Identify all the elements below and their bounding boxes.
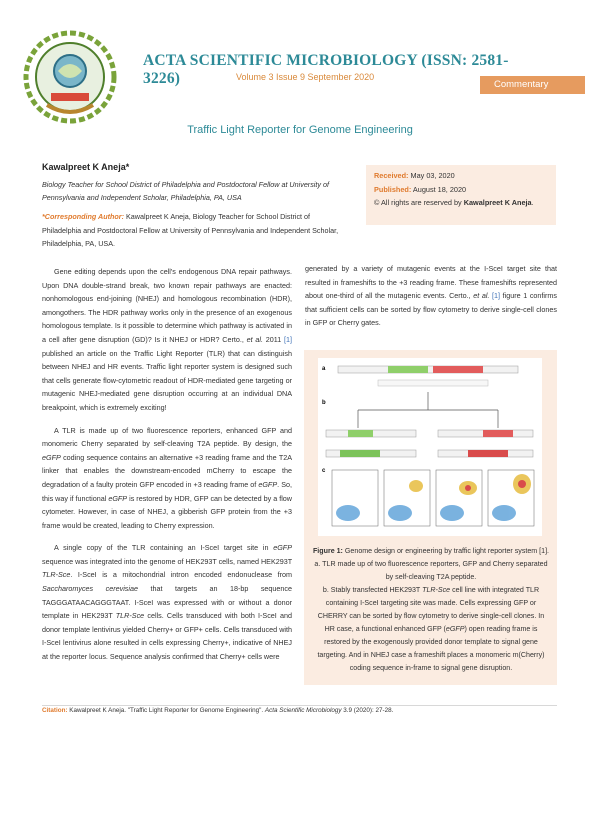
journal-logo xyxy=(21,27,119,127)
issue-line: Volume 3 Issue 9 September 2020 xyxy=(236,72,375,82)
panel-label-b: b xyxy=(322,400,326,406)
caption-b: b. Stably transfected HEK293T TLR-Sce cell line with integrated TLR containing I-SceI targeting site was made. Cells expressing GFP or CHERRY can be sorted by flow cytometry to derive single-cell clones. In HR case, a functional enhanced GFP (eGFP) open reading frame is restored by the exogenously provided donor template to signal gene targeting. And in NHEJ case a frameshift places a monomeric m(Cherry) coding sequence in-frame to signal gene disruption. xyxy=(317,586,545,672)
figure-caption xyxy=(312,545,550,675)
reference-link-2[interactable]: [1] xyxy=(492,291,501,301)
corresponding-text: Kawalpreet K Aneja, Biology Teacher for School District of Philadelphia and Postdoctoral Fellow at University of Pennsylvania and Independent Scholar, Philadelphia, PA, USA. xyxy=(42,212,339,248)
paragraph-3: A single copy of the TLR containing an I-SceI target site in eGFP sequence was integrated into the genome of HEK293T cells, named HEK293T TLR-Sce. I-SceI is a mitochondrial intron encoded endonuclease from Saccharomyces cerevisiae that targets an 18-bp sequence TAGGGATAACAGGGTAAT. I-SceI was expressed with or without a donor template in HEK293T TLR-Sce cells. Cells transduced with both I-SceI and donor template lentivirus yielded Cherry+ or GFP+ cells. Cells transduced with I-SceI lentivirus alone resulted in cells expressing Cherry+, indicative of NHEJ at the reporter locus. Sequence analysis confirmed that Cherry+ cells were xyxy=(42,543,292,662)
dates-box xyxy=(366,165,556,225)
citation: Citation: Kawalpreet K Aneja. "Traffic Light Reporter for Genome Engineering". Acta Scientific Microbiology 3.9 (2020): 27-28. xyxy=(42,707,394,714)
body-right-column xyxy=(305,262,557,339)
body-left-column xyxy=(42,265,292,673)
figure-1-image xyxy=(318,358,542,536)
paragraph-1: Gene editing depends upon the cell's endogenous DNA repair pathways. Upon DNA double-strand break, two known repair pathways are enacted: nonhomologous end-joining (NHEJ) and homologous recombination (HDR), amongothers. The HDR pathway works only in the presence of an exogenous homologous template. Is it possible to determine which pathway is activated in a cell after gene disruption (GD)? Is it NHEJ or HDR? Certo., et al. 2011 [1] published an article on the Traffic Light Reporter (TLR) that can distinguish between NHEJ and HR events. Traffic light reporter system is designed such that cells generate flow-cytometric readout of HDR-mediated gene targeting or mutagenic NHEJ-mediated gene disruption occurring at an individual DNA breakpoint, which is extremely exciting! xyxy=(42,267,292,412)
article-title: Traffic Light Reporter for Genome Engineering xyxy=(187,124,413,136)
author-name: Kawalpreet K Aneja* xyxy=(42,162,130,172)
caption-a: a. TLR made up of two fluorescence reporters, GFP and Cherry separated by self-cleaving T2A peptide. xyxy=(314,560,548,581)
paragraph-2: A TLR is made up of two fluorescence reporters, enhanced GFP and monomeric Cherry separated by self-cleaving T2A peptide. By design, the eGFP coding sequence contains an alternative +3 reading frame and the T2A linker that enables the downstream-encoded mCherry to escape the degradation of a faulty protein GFP encoded in +3 reading frame of eGFP. So, this way if functional eGFP is restored by HDR, GFP can be detected by a flow cytometer. However, in case of NHEJ, a gibberish GFP protein from the +3 frame would be created, leading to Cherry expression. xyxy=(42,425,292,530)
corresponding-author xyxy=(42,210,342,251)
journal-title: ACTA SCIENTIFIC MICROBIOLOGY (ISSN: 2581-3226) xyxy=(143,52,509,87)
corresponding-label: *Corresponding Author: xyxy=(42,212,124,221)
panel-label-a: a xyxy=(322,366,326,372)
reference-link-1[interactable]: [1] xyxy=(283,334,292,344)
document-type-badge: Commentary xyxy=(480,76,585,94)
author-affiliation: Biology Teacher for School District of Philadelphia and Postdoctoral Fellow at University of Pennsylvania and Independent Scholar, Philadelphia, PA, USA xyxy=(42,180,329,202)
panel-label-c: c xyxy=(322,468,326,474)
citation-divider xyxy=(42,705,557,706)
received-date: Received: May 03, 2020 xyxy=(374,171,455,180)
copyright-line: © All rights are reserved by Kawalpreet K Aneja. xyxy=(374,198,534,207)
published-date: Published: August 18, 2020 xyxy=(374,184,467,194)
caption-title: Figure 1: Genome design or engineering by traffic light reporter system [1]. xyxy=(312,547,550,555)
paragraph-4: generated by a variety of mutagenic events at the I-SceI target site that resulted in frameshifts to the +3 reading frame. These frameshifts represented about one-third of all the mutagenic events. Certo., et al. [1] figure 1 confirms that sufficient cells can be sorted by flow cytometry to derive single-cell clones in GFP or Cherry gates. xyxy=(305,264,557,328)
